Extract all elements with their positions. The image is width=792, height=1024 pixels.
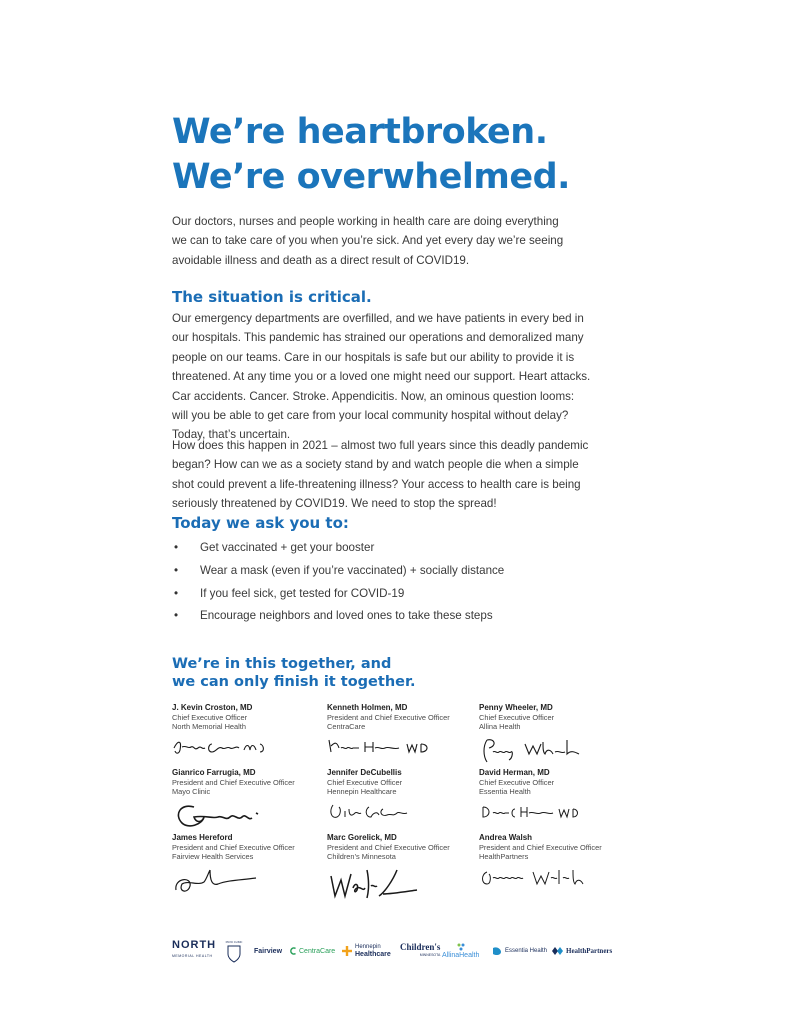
intro-paragraph [172,212,632,270]
logo-text: HealthPartners [566,947,613,955]
signatory-decubellis [327,768,477,823]
signature-herman [479,801,589,823]
bullet-icon: • [174,541,179,554]
intro-line: avoidable illness and death as a direct result of COVID19. [172,253,470,267]
logo-text: MAYO CLINIC [225,941,243,944]
situation-line: our hospitals. This pandemic has strained our operations and demoralized many [172,331,584,345]
signatory-org: Allina Health [479,722,521,732]
signature-holmen [327,736,437,758]
essentia-health-logo [492,935,547,967]
hennepin-healthcare-logo [342,935,391,967]
signatory-gorelick [327,833,477,902]
signature-hereford [172,866,272,896]
situation-line: Our emergency departments are overfilled, and we have patients in every bed in [172,312,584,325]
childrens-minnesota-logo [400,935,440,967]
signatory-name: James Hereford [172,833,233,842]
situation-line: Car accidents. Cancer. Stroke. Appendicitis. Now, an ominous question looms: [172,389,575,403]
fairview-logo [254,935,282,967]
ask-text: Get vaccinated + get your booster [200,541,375,554]
healthpartners-diamond-icon [552,947,564,955]
bullet-icon: • [174,563,179,577]
signatory-herman [479,768,629,823]
ask-text: If you feel sick, get tested for COVID-19 [200,586,405,600]
situation-section [172,288,642,445]
logo-text: NORTH [172,939,217,951]
healthpartners-logo [552,935,612,967]
mayo-clinic-logo [227,935,241,967]
bullet-icon: • [174,586,179,600]
list-item [172,605,642,628]
logo-tagline: MEMORIAL HEALTH [172,954,213,958]
question-line: How does this happen in 2021 – almost two full years since this deadly pandemic [172,439,589,452]
logo-text: Essentia Health [505,948,548,954]
together-section [172,655,416,691]
together-heading [172,655,416,691]
headline-line-1: We’re heartbroken. [172,112,548,152]
ask-text: Encourage neighbors and loved ones to take these steps [200,609,493,623]
logo-text: Fairview [254,947,283,955]
signatory-org: North Memorial Health [172,722,246,732]
signatory-name: J. Kevin Croston, MD [172,703,253,712]
headline-line-2: We’re overwhelmed. [172,157,570,197]
logo-text: AllinaHealth [442,952,480,959]
logo-text: Healthcare [355,951,391,958]
question-paragraph [172,436,642,514]
intro-line: Our doctors, nurses and people working in health care are doing everything [172,215,559,228]
signatures-block [172,703,622,898]
signatory-title: Chief Executive Officer [327,778,403,787]
signatory-name: Andrea Walsh [479,833,533,842]
list-item [172,583,642,606]
logo-text: CentraCare [299,947,336,955]
signatory-title: Chief Executive Officer [479,713,555,722]
signatory-farrugia [172,768,322,831]
situation-paragraph [172,309,642,445]
signatory-title: Chief Executive Officer [172,713,248,722]
logo-tagline: MINNESOTA [419,953,441,957]
question-line: began? How can we as a society stand by and watch people die when a simple [172,458,579,472]
situation-line: will you be able to get care from your local community hospital without delay? [172,409,569,423]
signature-gorelick [327,866,437,902]
signature-decubellis [327,801,437,823]
together-line-1: We’re in this together, and [172,656,392,672]
signatory-name: Jennifer DeCubellis [327,768,402,777]
signature-walsh [479,866,589,890]
signatory-org: HealthPartners [479,852,529,862]
signatory-walsh [479,833,629,890]
logo-text: Hennepin [355,944,381,950]
situation-line: threatened. At any time you or a loved one might need our support. Heart attacks. [172,370,591,384]
intro-line: we can to take care of you when you’re sick. And yet every day we’re seeing [172,234,564,248]
signatory-croston [172,703,322,758]
logo-text: Children's [400,942,441,952]
signatory-title: President and Chief Executive Officer [327,843,450,852]
signatory-title: President and Chief Executive Officer [172,778,295,787]
mayo-shield-icon [227,939,241,963]
signatory-holmen [327,703,477,758]
signatory-name: David Herman, MD [479,768,550,777]
allina-dots-icon [456,942,466,952]
headline [172,110,570,200]
partner-logos [172,935,622,967]
list-item [172,537,642,560]
centracare-logo [289,935,335,967]
signatory-title: President and Chief Executive Officer [172,843,295,852]
situation-heading: The situation is critical. [172,288,372,306]
asks-list [172,537,642,628]
signatory-name: Gianrico Farrugia, MD [172,768,256,777]
signatory-title: President and Chief Executive Officer [479,843,602,852]
list-item [172,560,642,583]
signatory-wheeler [479,703,629,764]
signatory-name: Penny Wheeler, MD [479,703,553,712]
situation-line: people on our teams. Care in our hospitals is safe but our ability to provide it is [172,350,575,364]
signatory-name: Marc Gorelick, MD [327,833,397,842]
north-memorial-logo [172,935,216,967]
together-line-2: we can only finish it together. [172,674,416,690]
allina-health-logo [442,935,479,967]
asks-heading: Today we ask you to: [172,514,349,532]
signatory-org: Essentia Health [479,787,531,797]
signature-farrugia [172,801,272,831]
signatory-title: Chief Executive Officer [479,778,555,787]
situation-line: Today, that’s uncertain. [172,428,291,442]
asks-section [172,514,642,628]
signatory-org: CentraCare [327,722,366,732]
signatory-org: Fairview Health Services [172,852,254,862]
question-line: shot could prevent a life-threatening illness? Your access to health care is being [172,477,581,491]
signatory-org: Children’s Minnesota [327,852,396,862]
signature-wheeler [479,736,589,764]
centracare-c-icon [289,947,297,955]
bullet-icon: • [174,609,179,623]
signatory-org: Hennepin Healthcare [327,787,397,797]
signatory-org: Mayo Clinic [172,787,211,797]
question-line: seriously threatened by COVID19. We need to stop the spread! [172,497,497,511]
signatory-name: Kenneth Holmen, MD [327,703,408,712]
signature-croston [172,736,272,758]
signatory-hereford [172,833,322,896]
hennepin-cross-icon [342,946,352,956]
essentia-leaf-icon [492,946,502,956]
signatory-title: President and Chief Executive Officer [327,713,450,722]
ask-text: Wear a mask (even if you’re vaccinated) + socially distance [200,563,505,577]
